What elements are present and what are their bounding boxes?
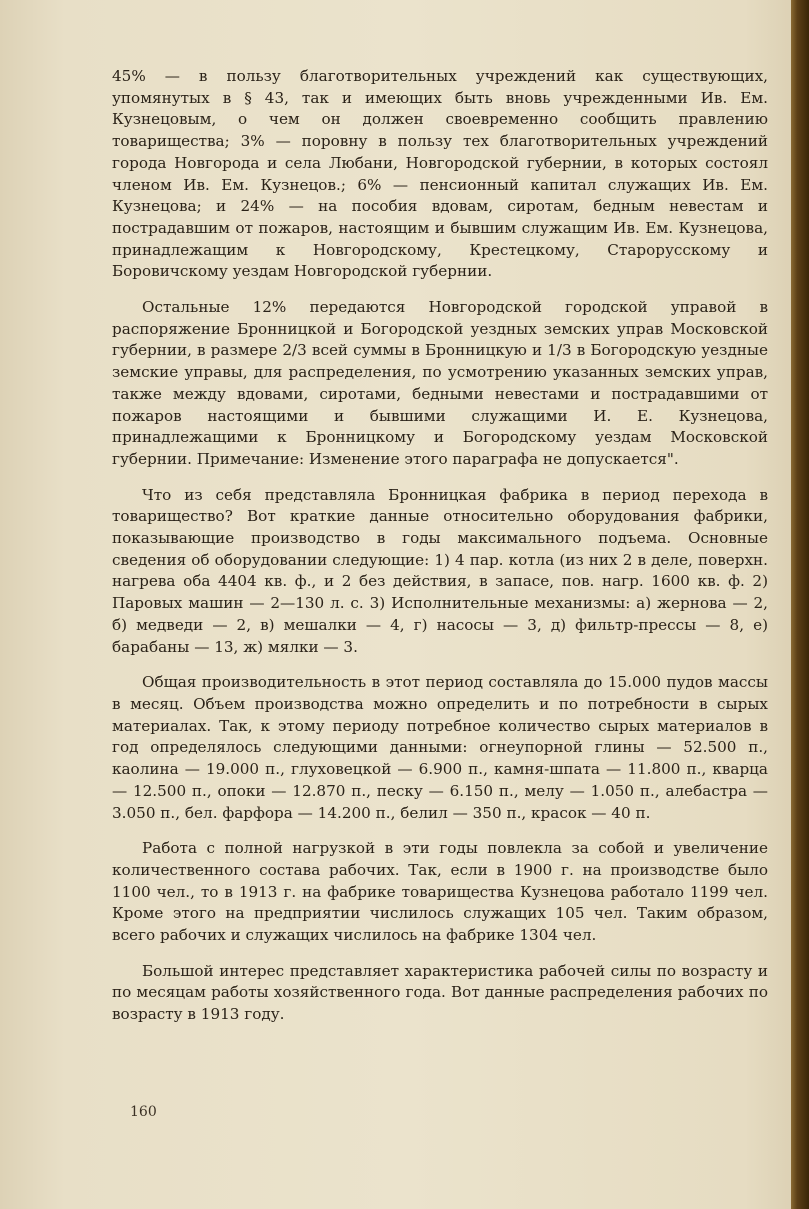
paragraph-3: Что из себя представляла Бронницкая фабрика в период перехода в товарищество? Вот краткие данные относительно оборудования фабрики, показывающие производство в годы максимального подъема. Основные сведения об оборудовании следующие: 1) 4 пар. котла (из них 2 в деле, поверхн. нагрева оба 4404 кв. ф., и 2 без действия, в запасе, пов. нагр. 1600 кв. ф. 2) Паровых машин — 2—130 л. с. 3) Исполнительные механизмы: а) жернова — 2, б) медведи — 2, в) мешалки — 4, г) насосы — 3, д) фильтр-прессы — 8, е) барабаны — 13, ж) мялки — 3. [112, 485, 768, 656]
paragraph-5: Работа с полной нагрузкой в эти годы повлекла за собой и увеличение количественного состава рабочих. Так, если в 1900 г. на производстве было 1100 чел., то в 1913 г. на фабрике товарищества Кузнецова работало 1199 чел. Кроме этого на предприятии числилось служащих 105 чел. Таким образом, всего рабочих и служащих числилось на фабрике 1304 чел. [112, 839, 768, 945]
page-text [112, 66, 768, 1040]
book-spine-edge [791, 0, 809, 1209]
paragraph-1: 45% — в пользу благотворительных учреждений как существующих, упомянутых в § 43, так и имеющих быть вновь учрежденными Ив. Ем. Кузнецовым, о чем он должен своевременно сообщить правлению товарищества; 3% — поровну в пользу тех благотворительных учреждений города Новгорода и села Любани, Новгородской губернии, в которых состоял членом Ив. Ем. Кузнецов.; 6% — пенсионный капитал служащих Ив. Ем. Кузнецова; и 24% — на пособия вдовам, сиротам, бедным невестам и пострадавшим от пожаров, настоящим и бывшим служащим Ив. Ем. Кузнецова, принадлежащим к Новгородскому, Крестецкому, Старорусскому и Боровичскому уездам Новгородской губернии. [112, 67, 768, 281]
paragraph-6: Большой интерес представляет характеристика рабочей силы по возрасту и по месяцам работы хозяйственного года. Вот данные распределения рабочих по возрасту в 1913 году. [112, 961, 768, 1024]
paragraph-2: Остальные 12% передаются Новгородской городской управой в распоряжение Бронницкой и Богородской уездных земских управ Московской губернии, в размере 2/3 всей суммы в Бронницкую и 1/3 в Богородскую уездные земские управы, для распределения, по усмотрению указанных земских управ, также между вдовами, сиротами, бедными невестами и пострадавшими от пожаров настоящими и бывшими служащими И. Е. Кузнецова, принадлежащими к Бронницкому и Богородскому уездам Московской губернии. Примечание: Изменение этого параграфа не допускается". [112, 298, 768, 468]
page-number: 160 [130, 1104, 157, 1120]
paragraph-4: Общая производительность в этот период составляла до 15.000 пудов массы в месяц. Объем производства можно определить и по потребности в сырых материалах. Так, к этому периоду потребное количество сырых материалов в год определялось следующими данными: огнеупорной глины — 52.500 п., каолина — 19.000 п., глуховецкой — 6.900 п., камня-шпата — 11.800 п., кварца — 12.500 п., опоки — 12.870 п., песку — 6.150 п., мелу — 1.050 п., алебастра — 3.050 п., бел. фарфора — 14.200 п., белил — 350 п., красок — 40 п. [112, 673, 768, 822]
